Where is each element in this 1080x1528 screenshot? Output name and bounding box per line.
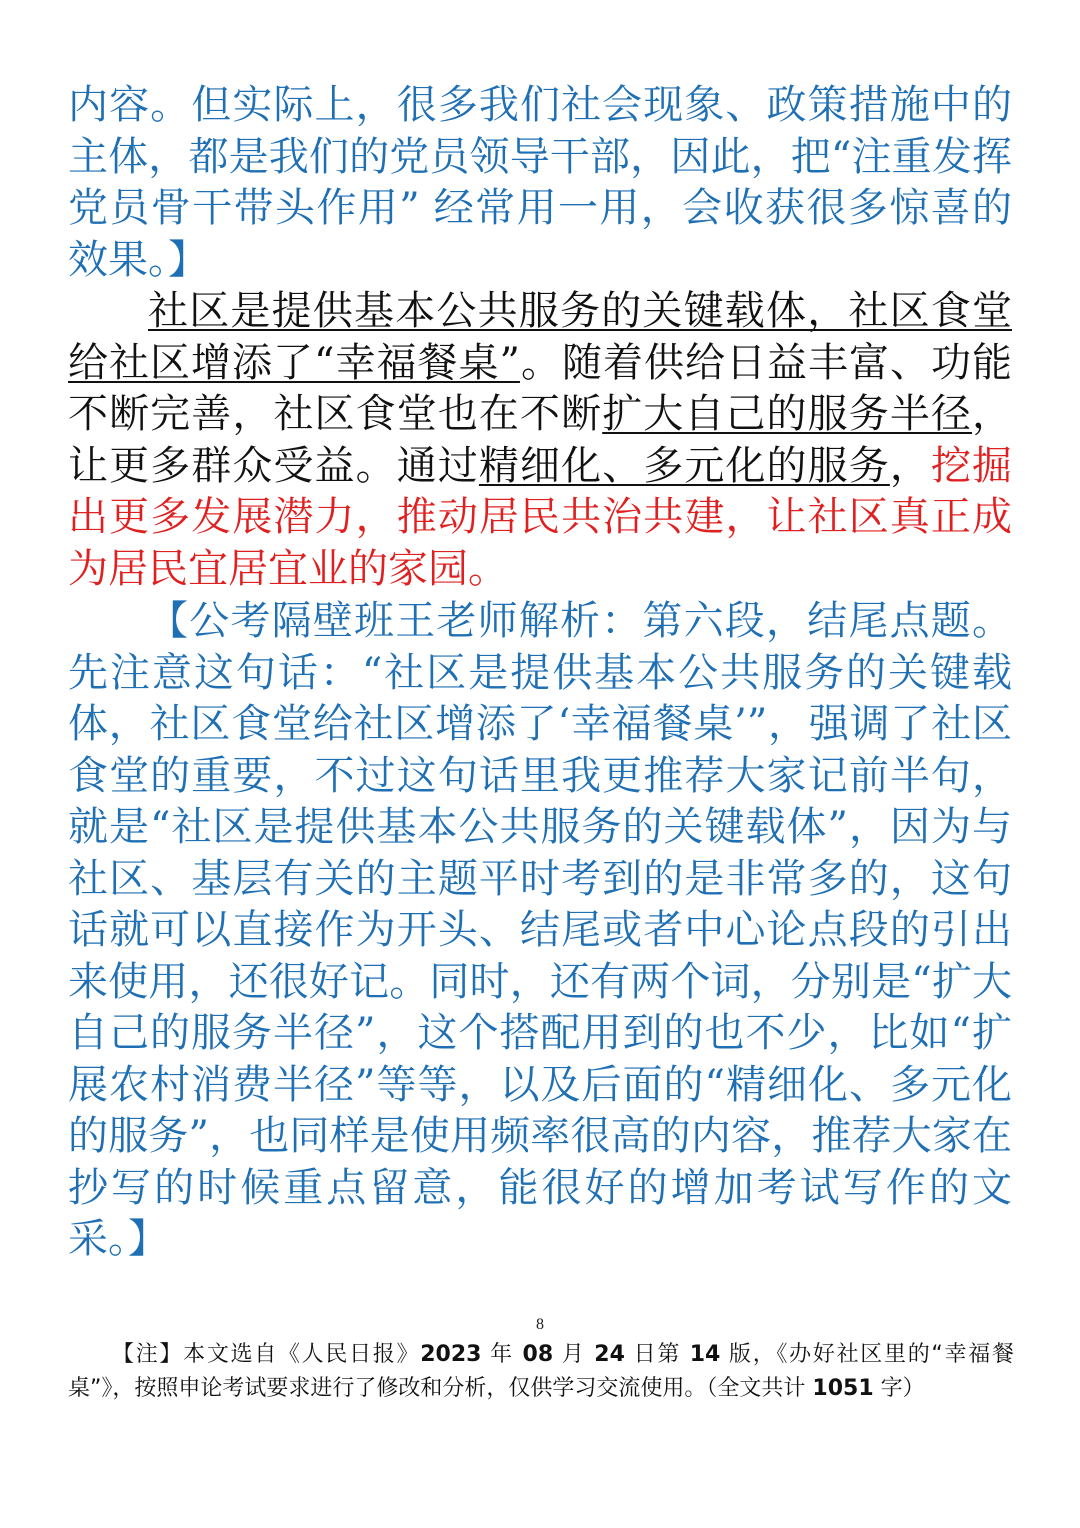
analysis-paragraph-continuation: 内容。但实际上，很多我们社会现象、政策措施中的主体，都是我们的党员领导干部，因此，把“注重发挥党员骨干带头作用” 经常用一用，会收获很多惊喜的效果。】 (68, 82, 1012, 283)
teacher-analysis-paragraph: 【公考隔壁班王老师解析：第六段，结尾点题。先注意这句话：“社区是提供基本公共服务的关键载体，社区食堂给社区增添了‘幸福餐桌’”，强调了社区食堂的重要，不过这句话里我更推荐大家记前半句，就是“社区是提供基本公共服务的关键载体”，因为与社区、基层有关的主题平时考到的是非常多的，这句话就可以直接作为开头、结尾或者中心论点段的引出来使用，还很好记。同时，还有两个词，分别是“扩大自己的服务半径”，这个搭配用到的也不少，比如“扩展农村消费半径”等等，以及后面的“精细化、多元化的服务”，也同样是使用频率很高的内容，推荐大家在抄写的时候重点留意，能很好的增加考试写作的文采。】 (68, 598, 1012, 1262)
underlined-phrase-refined-service: 精细化、多元化的服务 (478, 442, 890, 489)
footnote-year: 2023 (420, 1342, 482, 1367)
footnote-day: 24 (594, 1342, 625, 1367)
footnote-text: 【注】本文选自《人民日报》 (112, 1342, 421, 1367)
article-paragraph-six (68, 286, 1012, 595)
underlined-key-sentence: 社区是提供基本公共服务的关键载体，社区食堂给社区增添了“幸福餐桌” (68, 288, 1012, 386)
footnote-text: 日第 (624, 1342, 690, 1367)
page-number: 8 (536, 1316, 544, 1333)
footnote-text: 月 (553, 1342, 595, 1367)
footnote-word-count: 1051 (812, 1376, 874, 1401)
footnote-month: 08 (522, 1342, 554, 1367)
footnote-edition: 14 (689, 1342, 721, 1367)
paragraph-text: ，让更多群众受益。通过 (68, 391, 1013, 489)
highlighted-conclusion: 挖掘出更多发展潜力，推动居民共治共建，让社区真正成为居民宜居宜业的家园。 (68, 442, 1013, 592)
footnote-text: 字） (873, 1376, 925, 1401)
paragraph-text: 。随着供给日益丰富、功能不断完善，社区食堂也在不断 (68, 339, 1013, 437)
footnote-text: 年 (481, 1342, 523, 1367)
footnote-text: 版，《办好社区里的“幸福餐桌”》，按照申论考试要求进行了修改和分析，仅供学习交流使用。（全文共计 (68, 1342, 1014, 1401)
paragraph-text: ， (889, 442, 931, 489)
source-footnote (68, 1338, 1014, 1406)
underlined-phrase-service-radius: 扩大自己的服务半径 (602, 391, 973, 437)
